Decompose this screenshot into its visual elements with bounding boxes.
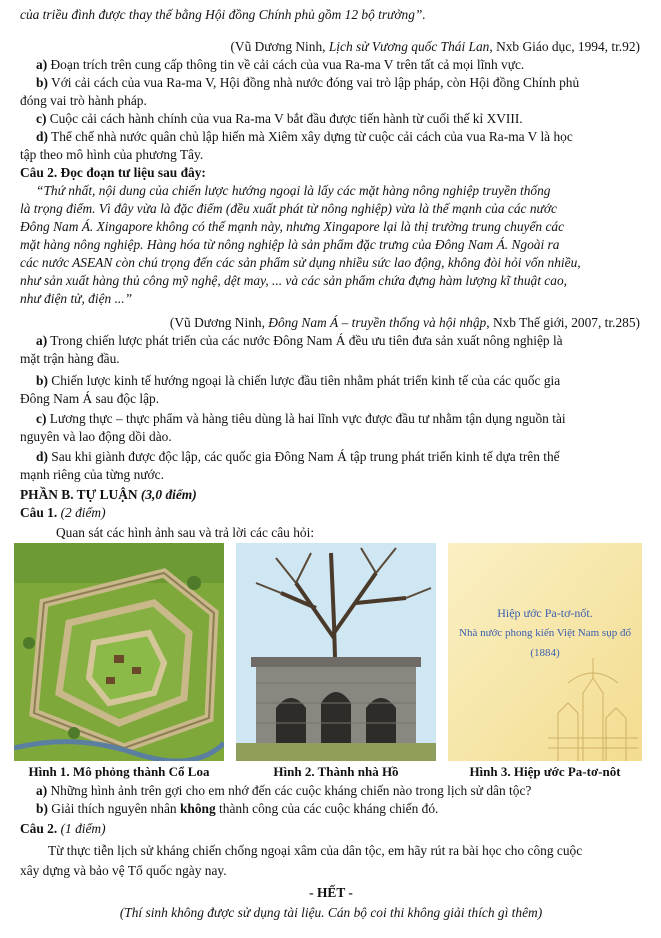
statement-d: d) Sau khi giành được độc lập, các quốc gia Đông Nam Á tập trung phát triển kinh tế dựa trên thế [36,449,560,464]
text-line: mạnh riêng của từng nước. [20,467,164,482]
text-line: của triều đình được thay thế bằng Hội đồng Chính phủ gồm 12 bộ trưởng”. [20,7,426,22]
statement-a: a) Những hình ảnh trên gợi cho em nhớ đến các cuộc kháng chiến nào trong lịch sử dân tộc? [36,783,532,798]
question-heading: Câu 2. (1 điểm) [20,821,106,836]
text-line: đóng vai trò hành pháp. [20,93,147,108]
text-line: mặt trận hàng đầu. [20,351,120,366]
footer-note: (Thí sinh không được sử dụng tài liệu. Cán bộ coi thi không giải thích gì thêm) [119,905,543,920]
co-loa-model-image [14,543,224,761]
statement-a: a) Đoạn trích trên cung cấp thông tin về cải cách của vua Ra-ma V trên tất cả mọi lĩnh vực. [36,57,525,72]
statement-b: b) Với cải cách của vua Ra-ma V, Hội đồng nhà nước đóng vai trò lập pháp, còn Hội đồng Chính phủ [36,75,580,90]
quote-line: các nước ASEAN còn chú trọng đến các sản phẩm sử dụng nhiều sức lao động, không đòi hỏi vốn nhiều, [20,255,581,270]
text-line: xây dựng và bảo vệ Tổ quốc ngày nay. [20,863,227,878]
section-heading: PHẦN B. TỰ LUẬN (3,0 điểm) [20,487,197,502]
statement-c: c) Cuộc cải cách hành chính của vua Ra-ma V bắt đầu được tiến hành từ cuối thế kỉ XVIII. [36,111,523,126]
text-line: tập theo mô hình của phương Tây. [20,147,204,162]
quote-line: là trọng điểm. Vì đây vừa là đặc điểm (đều xuất phát từ nông nghiệp) vừa là thế mạnh của các nước [20,201,557,216]
question-heading: Câu 2. Đọc đoạn tư liệu sau đây: [20,165,206,180]
figure-1-caption: Hình 1. Mô phỏng thành Cổ Loa [28,764,210,779]
question-heading: Câu 1. (2 điểm) [20,505,106,520]
quote-line: Đông Nam Á. Xingapore không có thế mạnh này, nhưng Xingapore lại là thị trường trung chuyển các [20,219,565,234]
instruction: Quan sát các hình ảnh sau và trả lời các câu hỏi: [56,525,315,540]
figure-3-caption-text: Hiệp ước Pa-tơ-nốt. Nhà nước phong kiến Việt Nam sụp đổ (1884) [459,606,631,659]
text-line: nguyên và lao động dồi dào. [20,429,172,444]
text-line: Đông Nam Á sau độc lập. [20,391,160,406]
figure-3-caption: Hình 3. Hiệp ước Pa-tơ-nôt [469,764,621,779]
figure-2-caption: Hình 2. Thành nhà Hồ [273,764,399,779]
statement-b: b) Giải thích nguyên nhân không thành công của các cuộc kháng chiến đó. [36,801,439,816]
source-citation: (Vũ Dương Ninh, Đông Nam Á – truyền thống và hội nhập, Nxb Thế giới, 2007, tr.285) [169,315,640,330]
end-marker: - HẾT - [309,885,353,900]
quote-line: “Thứ nhất, nội dung của chiến lược hướng ngoại là lấy các mặt hàng nông nghiệp truyền thống [36,183,551,198]
source-citation: (Vũ Dương Ninh, Lịch sử Vương quốc Thái Lan, Nxb Giáo dục, 1994, tr.92) [230,39,640,54]
statement-b: b) Chiến lược kinh tế hướng ngoại là chiến lược đầu tiên nhằm phát triển kinh tế của các quốc gia [36,373,561,388]
quote-line: mặt hàng nông nghiệp. Hàng hóa từ nông nghiệp là sản phẩm đặc trưng của Đông Nam Á. Ngoài ra [20,237,560,252]
quote-line: như điện tử, điện ...” [20,291,133,306]
quote-line: như sản xuất hàng thủ công mỹ nghệ, dệt may, ... và các sản phẩm chứa đựng hàm lượng kĩ thuật cao, [20,273,567,288]
text-line: Từ thực tiễn lịch sử kháng chiến chống ngoại xâm của dân tộc, em hãy rút ra bài học cho công cuộc [48,843,583,858]
patenotre-treaty-image [448,543,642,761]
statement-a: a) Trong chiến lược phát triển của các nước Đông Nam Á đều ưu tiên đưa sản xuất nông nghiệp là [36,333,563,348]
statement-c: c) Lương thực – thực phẩm và hàng tiêu dùng là hai lĩnh vực được đầu tư nhằm tận dụng nguồn tài [36,411,566,426]
statement-d: d) Thể chế nhà nước quân chủ lập hiến mà Xiêm xây dựng từ cuộc cải cách của vua Ra-ma V là học [36,129,573,144]
ho-citadel-image [236,543,436,761]
